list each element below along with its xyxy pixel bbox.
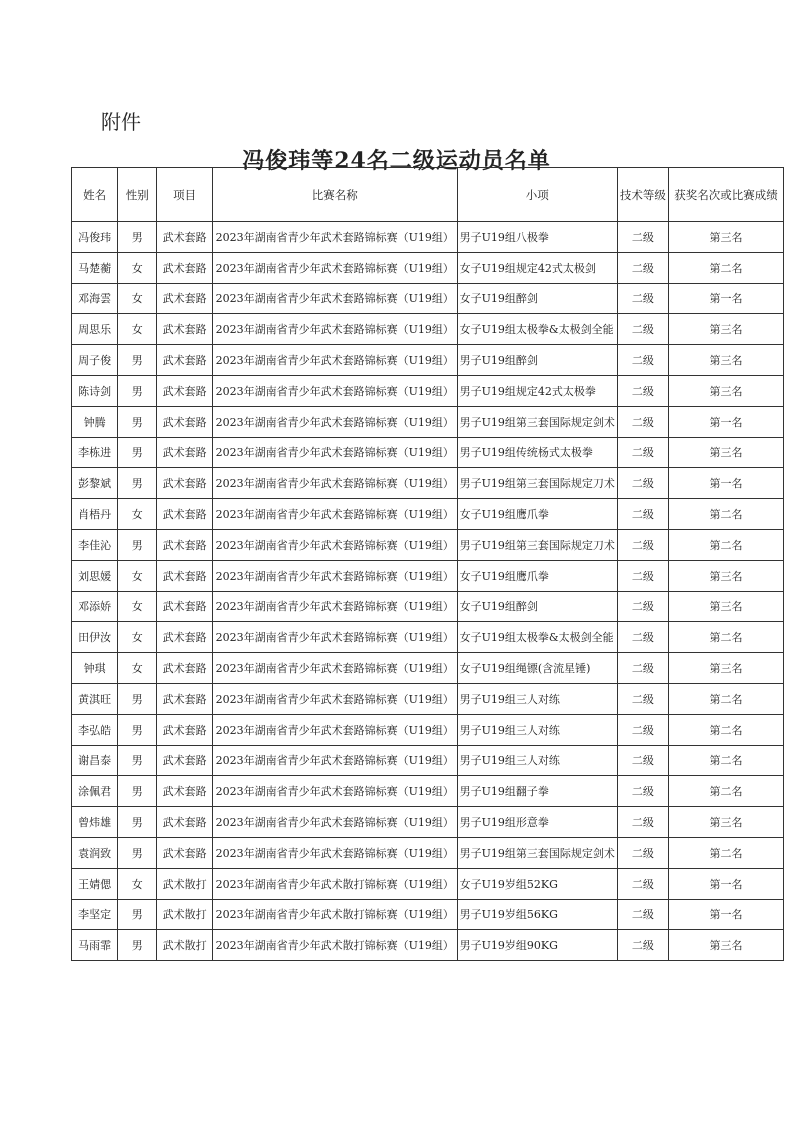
cell-competition: 2023年湖南省青少年武术套路锦标赛（U19组） [212,776,457,807]
table-row [72,222,784,253]
cell-name: 彭黎斌 [72,468,118,499]
cell-project: 武术套路 [157,314,213,345]
table-row [72,252,784,283]
cell-gender: 女 [118,283,157,314]
cell-name: 邓海雲 [72,283,118,314]
cell-competition: 2023年湖南省青少年武术套路锦标赛（U19组） [212,406,457,437]
cell-project: 武术套路 [157,591,213,622]
cell-name: 钟琪 [72,653,118,684]
table-row [72,591,784,622]
cell-result: 第二名 [668,622,783,653]
cell-result: 第三名 [668,222,783,253]
cell-gender: 男 [118,375,157,406]
cell-competition: 2023年湖南省青少年武术套路锦标赛（U19组） [212,345,457,376]
cell-name: 邓添娇 [72,591,118,622]
cell-project: 武术套路 [157,714,213,745]
header-event: 小项 [457,168,617,222]
cell-level: 二级 [617,653,668,684]
cell-name: 马楚蘅 [72,252,118,283]
cell-level: 二级 [617,776,668,807]
cell-event: 男子U19组形意拳 [457,807,617,838]
cell-competition: 2023年湖南省青少年武术散打锦标赛（U19组） [212,899,457,930]
cell-level: 二级 [617,837,668,868]
cell-competition: 2023年湖南省青少年武术套路锦标赛（U19组） [212,529,457,560]
cell-event: 男子U19组翻子拳 [457,776,617,807]
table-row [72,314,784,345]
athlete-table [71,167,784,961]
cell-event: 女子U19组绳镖(含流星锤) [457,653,617,684]
cell-name: 谢昌泰 [72,745,118,776]
cell-competition: 2023年湖南省青少年武术套路锦标赛（U19组） [212,283,457,314]
header-competition: 比赛名称 [212,168,457,222]
cell-gender: 女 [118,314,157,345]
header-name: 姓名 [72,168,118,222]
cell-name: 陈诗剑 [72,375,118,406]
cell-gender: 男 [118,345,157,376]
cell-event: 男子U19组三人对练 [457,714,617,745]
cell-project: 武术套路 [157,375,213,406]
cell-gender: 女 [118,653,157,684]
cell-level: 二级 [617,560,668,591]
cell-name: 田伊汝 [72,622,118,653]
table-row [72,837,784,868]
table-row [72,807,784,838]
cell-name: 肖梧丹 [72,499,118,530]
cell-project: 武术套路 [157,283,213,314]
cell-project: 武术套路 [157,837,213,868]
table-row [72,899,784,930]
cell-event: 男子U19组传统杨式太极拳 [457,437,617,468]
cell-result: 第三名 [668,807,783,838]
cell-event: 女子U19组醉剑 [457,591,617,622]
table-row [72,499,784,530]
cell-level: 二级 [617,930,668,961]
cell-event: 男子U19组第三套国际规定剑术 [457,406,617,437]
cell-level: 二级 [617,714,668,745]
cell-competition: 2023年湖南省青少年武术散打锦标赛（U19组） [212,930,457,961]
cell-level: 二级 [617,683,668,714]
cell-competition: 2023年湖南省青少年武术套路锦标赛（U19组） [212,222,457,253]
document-title: 冯俊玮等24名二级运动员名单 [242,148,551,174]
cell-event: 男子U19组三人对练 [457,745,617,776]
cell-event: 女子U19组醉剑 [457,283,617,314]
cell-project: 武术套路 [157,622,213,653]
cell-project: 武术套路 [157,406,213,437]
cell-gender: 男 [118,468,157,499]
table-row [72,406,784,437]
cell-name: 刘思媛 [72,560,118,591]
cell-result: 第一名 [668,468,783,499]
cell-level: 二级 [617,499,668,530]
cell-competition: 2023年湖南省青少年武术套路锦标赛（U19组） [212,807,457,838]
table-row [72,776,784,807]
cell-competition: 2023年湖南省青少年武术套路锦标赛（U19组） [212,375,457,406]
cell-competition: 2023年湖南省青少年武术套路锦标赛（U19组） [212,622,457,653]
cell-result: 第一名 [668,899,783,930]
cell-result: 第三名 [668,437,783,468]
table-row [72,622,784,653]
table-row [72,745,784,776]
cell-result: 第二名 [668,529,783,560]
cell-level: 二级 [617,252,668,283]
cell-event: 男子U19组八极拳 [457,222,617,253]
cell-level: 二级 [617,899,668,930]
cell-gender: 男 [118,437,157,468]
cell-name: 李坚定 [72,899,118,930]
cell-competition: 2023年湖南省青少年武术套路锦标赛（U19组） [212,314,457,345]
cell-event: 男子U19岁组90KG [457,930,617,961]
cell-project: 武术套路 [157,807,213,838]
cell-project: 武术散打 [157,899,213,930]
cell-project: 武术套路 [157,776,213,807]
table-row [72,375,784,406]
cell-result: 第二名 [668,837,783,868]
cell-project: 武术套路 [157,653,213,684]
table-header-row [72,168,784,222]
cell-competition: 2023年湖南省青少年武术散打锦标赛（U19组） [212,868,457,899]
cell-project: 武术套路 [157,345,213,376]
cell-competition: 2023年湖南省青少年武术套路锦标赛（U19组） [212,468,457,499]
cell-competition: 2023年湖南省青少年武术套路锦标赛（U19组） [212,714,457,745]
cell-competition: 2023年湖南省青少年武术套路锦标赛（U19组） [212,591,457,622]
cell-event: 男子U19组三人对练 [457,683,617,714]
cell-gender: 男 [118,807,157,838]
cell-level: 二级 [617,283,668,314]
cell-result: 第一名 [668,406,783,437]
cell-level: 二级 [617,591,668,622]
cell-level: 二级 [617,314,668,345]
cell-event: 男子U19组醉剑 [457,345,617,376]
cell-level: 二级 [617,437,668,468]
cell-project: 武术套路 [157,529,213,560]
cell-project: 武术套路 [157,468,213,499]
table-row [72,283,784,314]
cell-level: 二级 [617,222,668,253]
cell-event: 男子U19组规定42式太极拳 [457,375,617,406]
cell-name: 马雨霏 [72,930,118,961]
cell-gender: 男 [118,683,157,714]
table-row [72,653,784,684]
cell-level: 二级 [617,406,668,437]
cell-project: 武术套路 [157,499,213,530]
table-row [72,529,784,560]
cell-level: 二级 [617,745,668,776]
cell-level: 二级 [617,622,668,653]
cell-gender: 男 [118,745,157,776]
cell-event: 男子U19岁组56KG [457,899,617,930]
cell-gender: 女 [118,591,157,622]
cell-event: 男子U19组第三套国际规定刀术 [457,468,617,499]
cell-name: 涂佩君 [72,776,118,807]
table-row [72,714,784,745]
cell-level: 二级 [617,868,668,899]
cell-level: 二级 [617,375,668,406]
cell-event: 女子U19组太极拳&太极剑全能 [457,622,617,653]
table-row [72,683,784,714]
cell-project: 武术套路 [157,252,213,283]
cell-result: 第三名 [668,930,783,961]
cell-competition: 2023年湖南省青少年武术套路锦标赛（U19组） [212,252,457,283]
cell-gender: 男 [118,776,157,807]
cell-event: 女子U19组太极拳&太极剑全能 [457,314,617,345]
cell-name: 钟腾 [72,406,118,437]
table-row [72,437,784,468]
cell-name: 曾炜雄 [72,807,118,838]
cell-name: 周子俊 [72,345,118,376]
cell-competition: 2023年湖南省青少年武术套路锦标赛（U19组） [212,653,457,684]
cell-result: 第一名 [668,283,783,314]
cell-competition: 2023年湖南省青少年武术套路锦标赛（U19组） [212,499,457,530]
cell-project: 武术套路 [157,683,213,714]
cell-name: 周思乐 [72,314,118,345]
cell-result: 第三名 [668,345,783,376]
cell-project: 武术散打 [157,930,213,961]
cell-event: 女子U19组鹰爪拳 [457,560,617,591]
cell-result: 第二名 [668,252,783,283]
cell-competition: 2023年湖南省青少年武术套路锦标赛（U19组） [212,683,457,714]
cell-project: 武术散打 [157,868,213,899]
cell-competition: 2023年湖南省青少年武术套路锦标赛（U19组） [212,560,457,591]
cell-gender: 男 [118,222,157,253]
cell-result: 第一名 [668,868,783,899]
cell-gender: 女 [118,252,157,283]
table-row [72,930,784,961]
cell-name: 黄淇旺 [72,683,118,714]
cell-level: 二级 [617,468,668,499]
cell-result: 第三名 [668,653,783,684]
cell-gender: 女 [118,868,157,899]
cell-project: 武术套路 [157,222,213,253]
cell-name: 李佳沁 [72,529,118,560]
cell-gender: 女 [118,499,157,530]
cell-event: 女子U19组规定42式太极剑 [457,252,617,283]
cell-gender: 男 [118,930,157,961]
header-project: 项目 [157,168,213,222]
header-gender: 性别 [118,168,157,222]
cell-result: 第二名 [668,499,783,530]
cell-event: 男子U19组第三套国际规定剑术 [457,837,617,868]
cell-result: 第二名 [668,745,783,776]
cell-name: 李栋进 [72,437,118,468]
cell-competition: 2023年湖南省青少年武术套路锦标赛（U19组） [212,837,457,868]
cell-name: 李弘皓 [72,714,118,745]
header-level: 技术等级 [617,168,668,222]
cell-result: 第三名 [668,375,783,406]
table-row [72,468,784,499]
attachment-label: 附件 [101,110,141,134]
cell-result: 第二名 [668,714,783,745]
cell-result: 第二名 [668,776,783,807]
cell-result: 第三名 [668,560,783,591]
cell-result: 第二名 [668,683,783,714]
cell-gender: 男 [118,529,157,560]
table-row [72,868,784,899]
cell-gender: 男 [118,837,157,868]
table-row [72,345,784,376]
cell-gender: 女 [118,560,157,591]
cell-name: 王婧偲 [72,868,118,899]
cell-name: 冯俊玮 [72,222,118,253]
cell-name: 袁润致 [72,837,118,868]
cell-project: 武术套路 [157,745,213,776]
cell-competition: 2023年湖南省青少年武术套路锦标赛（U19组） [212,437,457,468]
cell-gender: 女 [118,622,157,653]
cell-gender: 男 [118,406,157,437]
cell-event: 男子U19组第三套国际规定刀术 [457,529,617,560]
cell-gender: 男 [118,899,157,930]
header-result: 获奖名次或比赛成绩 [668,168,783,222]
cell-project: 武术套路 [157,560,213,591]
cell-level: 二级 [617,529,668,560]
cell-result: 第三名 [668,591,783,622]
cell-result: 第三名 [668,314,783,345]
cell-level: 二级 [617,345,668,376]
cell-level: 二级 [617,807,668,838]
table-row [72,560,784,591]
cell-event: 女子U19岁组52KG [457,868,617,899]
cell-event: 女子U19组鹰爪拳 [457,499,617,530]
cell-gender: 男 [118,714,157,745]
cell-project: 武术套路 [157,437,213,468]
cell-competition: 2023年湖南省青少年武术套路锦标赛（U19组） [212,745,457,776]
